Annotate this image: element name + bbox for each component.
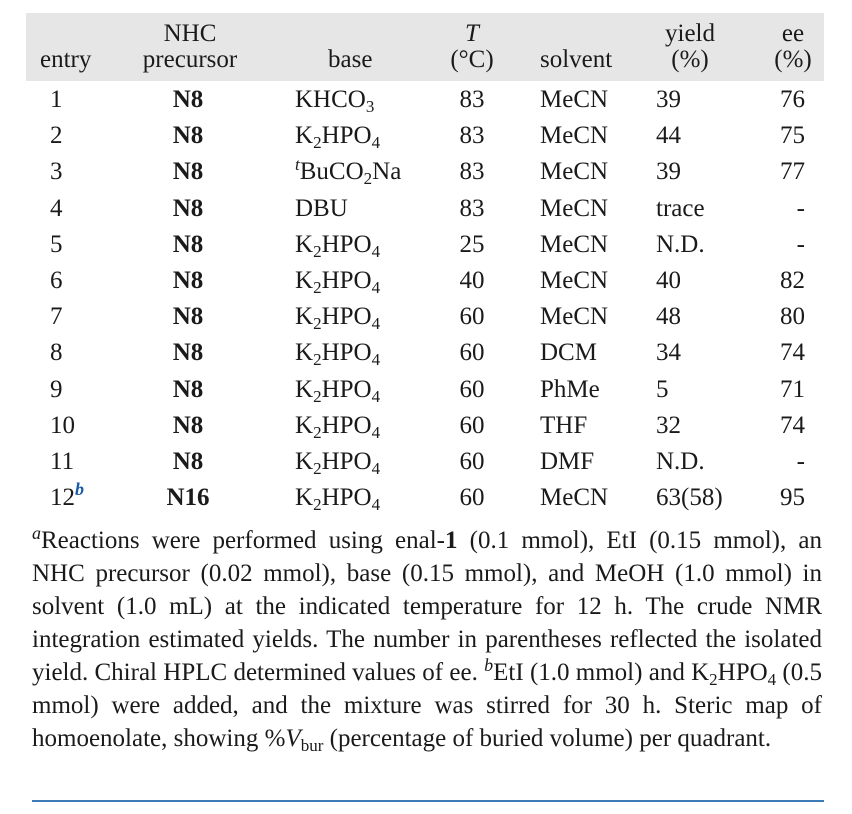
- cell-yield: N.D.: [656, 230, 705, 258]
- cell-solvent: MeCN: [540, 303, 609, 331]
- cell-yield: trace: [656, 194, 705, 222]
- cell-solvent: MeCN: [540, 86, 609, 113]
- header-yield: yield (%): [665, 20, 715, 73]
- cell-temperature: 83: [459, 194, 485, 222]
- cell-entry: 3: [50, 158, 63, 186]
- cell-nhc-precursor: N8: [172, 194, 204, 222]
- cell-entry: 6: [50, 267, 63, 294]
- footnote-b-marker: b: [484, 655, 494, 675]
- table-row: [0, 118, 852, 154]
- cell-nhc-precursor: N8: [172, 339, 204, 367]
- footnote-b-marker: b: [75, 479, 84, 500]
- cell-temperature: 83: [459, 158, 485, 186]
- cell-yield: 48: [656, 303, 681, 331]
- cell-temperature: 25: [459, 230, 485, 258]
- cell-nhc-precursor: N8: [172, 375, 204, 403]
- cell-ee: -: [796, 448, 805, 475]
- cell-nhc-precursor: N8: [172, 122, 204, 150]
- cell-nhc-precursor: N8: [172, 158, 204, 186]
- cell-ee: 76: [780, 86, 805, 113]
- table-row: [0, 372, 852, 408]
- header-solvent: solvent: [540, 46, 613, 73]
- cell-yield: 44: [656, 122, 681, 150]
- cell-base: $KHCO_3$: [295, 86, 375, 116]
- cell-base: $K_2HPO_4$: [295, 122, 381, 153]
- cell-ee: -: [796, 230, 805, 258]
- cell-entry: 11: [50, 448, 75, 475]
- cell-nhc-precursor: N8: [172, 303, 204, 331]
- cell-yield: 34: [656, 339, 681, 367]
- cell-solvent: MeCN: [540, 194, 609, 222]
- cell-entry: 10: [50, 411, 75, 439]
- cell-temperature: 83: [459, 86, 485, 113]
- header-nhc-precursor: NHC precursor: [142, 20, 238, 73]
- cell-base: $K_2HPO_4$: [295, 303, 381, 334]
- cell-base: $K_2HPO_4$: [295, 484, 381, 515]
- cell-yield: 39: [656, 86, 681, 113]
- table-row: [0, 335, 852, 371]
- cell-temperature: 60: [459, 303, 485, 331]
- header-base: base: [328, 46, 373, 73]
- header-ee: ee (%): [774, 20, 812, 73]
- cell-entry: 12$^b$: [50, 479, 84, 512]
- cell-ee: 74: [780, 411, 805, 439]
- cell-ee: 74: [780, 339, 805, 367]
- cell-base: $K_2HPO_4$: [295, 375, 381, 406]
- header-temperature: T (°C): [450, 20, 494, 73]
- cell-solvent: THF: [540, 411, 588, 439]
- cell-solvent: MeCN: [540, 158, 609, 186]
- cell-solvent: MeCN: [540, 230, 609, 258]
- cell-base: $K_2HPO_4$: [295, 339, 381, 370]
- table-row: [0, 299, 852, 335]
- cell-entry: 8: [50, 339, 63, 367]
- cell-temperature: 60: [459, 375, 485, 403]
- cell-yield: 40: [656, 267, 681, 294]
- bottom-rule: [32, 800, 824, 802]
- table-row: [0, 82, 852, 118]
- cell-yield: 39: [656, 158, 681, 186]
- cell-temperature: 60: [459, 484, 485, 512]
- cell-entry: 5: [50, 230, 63, 258]
- cell-entry: 2: [50, 122, 63, 150]
- cell-temperature: 60: [459, 411, 485, 439]
- table-row: [0, 444, 852, 480]
- cell-base: $K_2HPO_4$: [295, 230, 381, 261]
- cell-temperature: 60: [459, 448, 485, 475]
- cell-ee: -: [796, 194, 805, 222]
- cell-entry: 1: [50, 86, 63, 113]
- table-row: [0, 191, 852, 227]
- table-row: [0, 154, 852, 190]
- compound-number: 1: [445, 527, 458, 554]
- table-row: [0, 227, 852, 263]
- cell-temperature: 60: [459, 339, 485, 367]
- cell-ee: 80: [780, 303, 805, 331]
- table-row: [0, 480, 852, 516]
- cell-nhc-precursor: N8: [172, 267, 204, 294]
- cell-yield: 32: [656, 411, 681, 439]
- cell-base: $^t$BuCO$_2$Na: [295, 155, 402, 189]
- cell-solvent: DMF: [540, 448, 595, 475]
- cell-yield: N.D.: [656, 448, 705, 475]
- cell-ee: 77: [780, 158, 805, 186]
- header-entry: entry: [40, 46, 92, 73]
- cell-nhc-precursor: N8: [172, 448, 204, 475]
- cell-ee: 82: [780, 267, 805, 294]
- cell-ee: 95: [780, 484, 805, 512]
- cell-base: $K_2HPO_4$: [295, 267, 381, 297]
- cell-nhc-precursor: N8: [172, 86, 204, 113]
- cell-solvent: DCM: [540, 339, 597, 367]
- cell-nhc-precursor: N16: [166, 484, 210, 512]
- cell-entry: 9: [50, 375, 63, 403]
- cell-base: DBU: [295, 194, 348, 222]
- cell-nhc-precursor: N8: [172, 230, 204, 258]
- cell-ee: 71: [780, 375, 805, 403]
- cell-nhc-precursor: N8: [172, 411, 204, 439]
- table-footnote: $^a$Reactions were performed using enal-1 (0.1 mmol), EtI (0.15 mmol), an NHC precursor (0.02 mmol), base (0.15 mmol), and MeOH (1.0 mmol) in solvent (1.0 mL) at the indicated temperature for 12 h. The crude NMR integration estimated yields. The number in parentheses reflected the isolated yield. Chiral HPLC determined values of ee. $^b$EtI (1.0 mmol) and $K_2HPO_4$ (0.5 mmol) were added, and the mixture was stirred for 30 h. Steric map of homoenolate, showing $\%V_{bur}$ (percentage of buried volume) per quadrant.: [32, 523, 823, 755]
- footnote-a-marker: a: [32, 523, 41, 543]
- cell-yield: 5: [656, 375, 669, 403]
- cell-base: $K_2HPO_4$: [295, 411, 381, 442]
- cell-solvent: MeCN: [540, 122, 609, 150]
- cell-solvent: PhMe: [540, 375, 600, 403]
- table-row: [0, 408, 852, 444]
- table-row: [0, 263, 852, 299]
- cell-solvent: MeCN: [540, 484, 609, 512]
- cell-entry: 7: [50, 303, 63, 331]
- cell-ee: 75: [780, 122, 805, 150]
- cell-solvent: MeCN: [540, 267, 609, 294]
- cell-temperature: 83: [459, 122, 485, 150]
- cell-yield: 63(58): [656, 484, 723, 512]
- cell-temperature: 40: [459, 267, 485, 294]
- cell-base: $K_2HPO_4$: [295, 448, 381, 478]
- cell-entry: 4: [50, 194, 63, 222]
